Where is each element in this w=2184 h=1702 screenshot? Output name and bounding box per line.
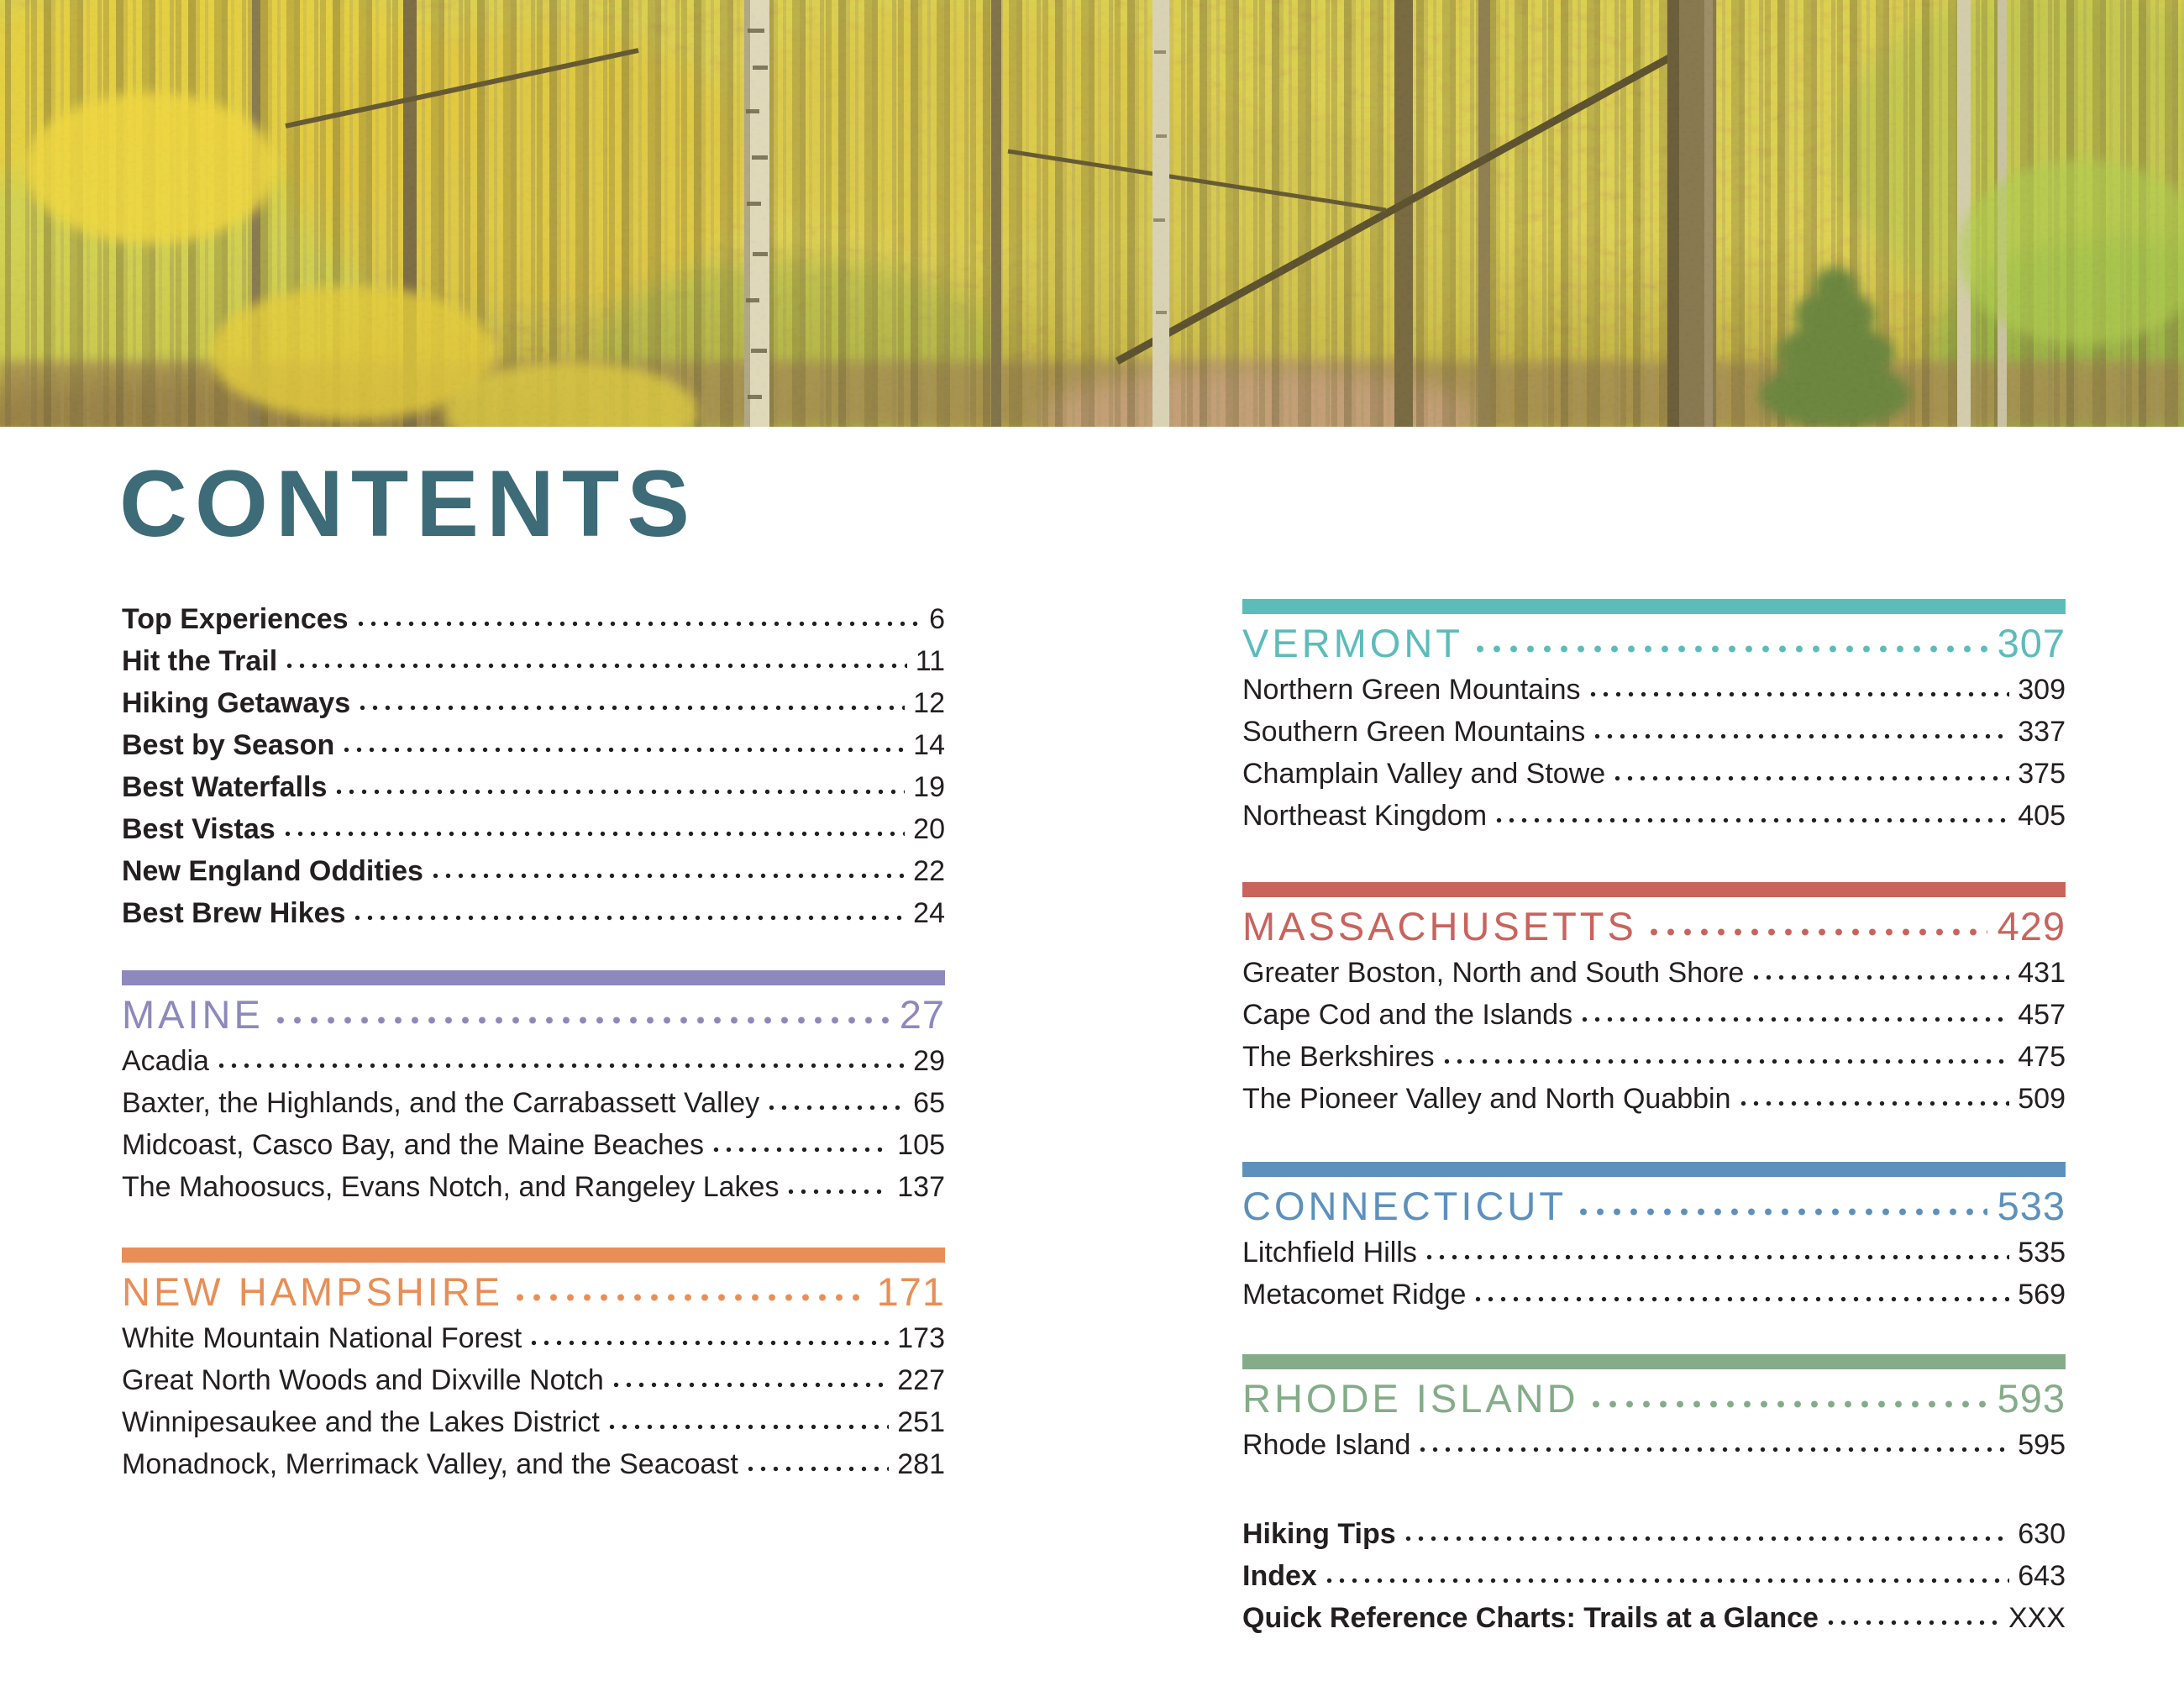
toc-entry-label: Greater Boston, North and South Shore (1242, 957, 1745, 989)
toc-entry-label: Best Brew Hikes (122, 897, 346, 929)
toc-entry-monadnock[interactable] (122, 1441, 945, 1483)
dot-leader (1472, 1296, 2009, 1302)
toc-entry-baxter[interactable] (122, 1080, 945, 1122)
dot-leader (1423, 1254, 2009, 1260)
toc-entry-best-vistas[interactable] (122, 806, 945, 848)
toc-entry-label: White Mountain National Forest (122, 1322, 522, 1354)
header-photo (0, 0, 2184, 427)
section-heading-vermont[interactable] (1242, 614, 2066, 666)
dot-leader (1750, 974, 2009, 980)
toc-entry-page: 509 (2018, 1083, 2066, 1115)
toc-entry-page: 65 (913, 1087, 945, 1119)
right-column (1242, 599, 2066, 1636)
toc-entry-midcoast[interactable] (122, 1122, 945, 1164)
toc-entry-label: Quick Reference Charts: Trails at a Glance (1242, 1602, 1819, 1634)
dot-leader (272, 1016, 890, 1024)
toc-entry-page: XXX (2008, 1602, 2066, 1634)
toc-entry-greater-boston[interactable] (1242, 949, 2066, 991)
left-column (122, 596, 945, 1483)
section-page: 593 (1997, 1376, 2066, 1421)
toc-entry-label: The Berkshires (1242, 1041, 1435, 1073)
toc-entry-page: 431 (2018, 957, 2066, 989)
toc-entry-index[interactable] (1242, 1552, 2066, 1594)
dot-leader (610, 1382, 889, 1388)
dot-leader (356, 705, 905, 711)
toc-entry-page: 281 (897, 1448, 945, 1480)
toc-entry-label: Hiking Getaways (122, 687, 351, 719)
section-name: RHODE ISLAND (1242, 1376, 1579, 1421)
dot-leader (281, 831, 905, 837)
toc-entry-label: New England Oddities (122, 855, 423, 887)
toc-entry-quick-reference-charts[interactable] (1242, 1594, 2066, 1636)
toc-entry-champlain-valley[interactable] (1242, 750, 2066, 792)
toc-entry-best-by-season[interactable] (122, 722, 945, 764)
toc-entry-page: 137 (897, 1171, 945, 1203)
toc-entry-page: 14 (913, 729, 945, 761)
section-name: NEW HAMPSHIRE (122, 1269, 504, 1314)
toc-entry-page: 375 (2018, 758, 2066, 790)
front-matter-list (122, 596, 945, 932)
toc-entry-great-north-woods[interactable] (122, 1357, 945, 1399)
toc-entry-metacomet-ridge[interactable] (1242, 1271, 2066, 1313)
dot-leader (429, 873, 905, 879)
toc-entry-page: 457 (2018, 999, 2066, 1031)
toc-entry-best-brew-hikes[interactable] (122, 890, 945, 932)
section-color-bar (1242, 599, 2066, 614)
toc-entry-page: 309 (2018, 674, 2066, 706)
section-color-bar (1242, 1162, 2066, 1177)
dot-leader (1323, 1578, 2009, 1584)
dot-leader (528, 1340, 889, 1346)
section-heading-rhode-island[interactable] (1242, 1369, 2066, 1421)
section-connecticut (1242, 1162, 2066, 1313)
dot-leader (785, 1189, 889, 1195)
back-matter-list (1242, 1510, 2066, 1636)
toc-entry-winnipesaukee[interactable] (122, 1399, 945, 1441)
toc-entry-page: 227 (897, 1364, 945, 1396)
toc-entry-page: 24 (913, 897, 945, 929)
toc-entry-label: Best Vistas (122, 813, 276, 845)
toc-entry-acadia[interactable] (122, 1037, 945, 1080)
dot-leader (512, 1294, 866, 1301)
toc-entry-label: Top Experiences (122, 603, 349, 635)
toc-entry-northeast-kingdom[interactable] (1242, 792, 2066, 834)
toc-entry-label: The Pioneer Valley and North Quabbin (1242, 1083, 1731, 1115)
toc-entry-label: Index (1242, 1560, 1317, 1592)
toc-entry-white-mountain[interactable] (122, 1315, 945, 1357)
toc-entry-hiking-tips[interactable] (1242, 1510, 2066, 1552)
toc-entry-mahoosucs[interactable] (122, 1164, 945, 1206)
toc-entry-hiking-getaways[interactable] (122, 680, 945, 722)
toc-entry-label: Hiking Tips (1242, 1518, 1396, 1550)
toc-entry-page: 20 (913, 813, 945, 845)
toc-entry-label: Best by Season (122, 729, 335, 761)
dot-leader (1646, 928, 1987, 936)
dot-leader (215, 1063, 905, 1069)
toc-entry-page: 535 (2018, 1237, 2066, 1269)
toc-entry-label: Monadnock, Merrimack Valley, and the Seacoast (122, 1448, 738, 1480)
toc-entry-page: 105 (897, 1129, 945, 1161)
toc-entry-page: 475 (2018, 1041, 2066, 1073)
section-heading-connecticut[interactable] (1242, 1177, 2066, 1229)
dot-leader (340, 747, 905, 753)
section-vermont (1242, 599, 2066, 834)
toc-entry-page: 595 (2018, 1429, 2066, 1461)
toc-entry-label: Northeast Kingdom (1242, 800, 1488, 832)
dot-leader (1591, 733, 2009, 739)
toc-entry-southern-green-mountains[interactable] (1242, 708, 2066, 750)
toc-entry-hit-the-trail[interactable] (122, 638, 945, 680)
toc-entry-label: Southern Green Mountains (1242, 716, 1586, 748)
toc-entry-label: Rhode Island (1242, 1429, 1411, 1461)
dot-leader (1587, 691, 2010, 697)
toc-entry-page: 251 (897, 1406, 945, 1438)
dot-leader (333, 789, 905, 795)
section-name: VERMONT (1242, 621, 1463, 665)
section-color-bar (1242, 1354, 2066, 1369)
toc-entry-page: 405 (2018, 800, 2066, 832)
section-name: CONNECTICUT (1242, 1184, 1567, 1228)
toc-entry-page: 643 (2018, 1560, 2066, 1592)
toc-entry-page: 22 (913, 855, 945, 887)
dot-leader (1575, 1208, 1987, 1216)
section-page: 171 (876, 1269, 945, 1314)
toc-entry-label: Northern Green Mountains (1242, 674, 1581, 706)
toc-entry-label: Great North Woods and Dixville Notch (122, 1364, 604, 1396)
section-page: 27 (899, 992, 945, 1037)
dot-leader (351, 915, 905, 921)
forest-photo-illustration (0, 0, 2184, 427)
page-title: CONTENTS (119, 451, 697, 556)
dot-leader (1611, 775, 2009, 781)
toc-entry-new-england-oddities[interactable] (122, 848, 945, 890)
toc-entry-label: The Mahoosucs, Evans Notch, and Rangeley Lakes (122, 1171, 780, 1203)
dot-leader (744, 1466, 889, 1472)
section-heading-maine[interactable] (122, 985, 945, 1037)
toc-entry-pioneer-valley[interactable] (1242, 1075, 2066, 1117)
toc-entry-page: 337 (2018, 716, 2066, 748)
toc-entry-litchfield-hills[interactable] (1242, 1229, 2066, 1271)
toc-entry-cape-cod[interactable] (1242, 991, 2066, 1033)
toc-entry-page: 19 (913, 771, 945, 803)
dot-leader (710, 1147, 889, 1153)
toc-entry-label: Winnipesaukee and the Lakes District (122, 1406, 600, 1438)
toc-entry-label: Baxter, the Highlands, and the Carrabassett Valley (122, 1087, 760, 1119)
section-name: MAINE (122, 992, 264, 1037)
toc-entry-label: Metacomet Ridge (1242, 1279, 1467, 1311)
toc-entry-rhode-island[interactable] (1242, 1421, 2066, 1463)
toc-entry-label: Cape Cod and the Islands (1242, 999, 1573, 1031)
section-page: 533 (1997, 1184, 2066, 1228)
dot-leader (1493, 817, 2009, 823)
toc-entry-berkshires[interactable] (1242, 1033, 2066, 1075)
toc-entry-page: 173 (897, 1322, 945, 1354)
section-heading-massachusetts[interactable] (1242, 897, 2066, 949)
section-maine (122, 970, 945, 1206)
toc-entry-northern-green-mountains[interactable] (1242, 666, 2066, 708)
toc-entry-label: Champlain Valley and Stowe (1242, 758, 1606, 790)
toc-entry-page: 630 (2018, 1518, 2066, 1550)
dot-leader (1441, 1058, 2010, 1064)
dot-leader (1824, 1620, 2000, 1626)
section-name: MASSACHUSETTS (1242, 904, 1637, 948)
dot-leader (606, 1424, 889, 1430)
toc-entry-page: 12 (913, 687, 945, 719)
dot-leader (283, 663, 907, 669)
section-heading-new-hampshire[interactable] (122, 1263, 945, 1315)
toc-entry-page: 29 (913, 1045, 945, 1077)
section-massachusetts (1242, 882, 2066, 1117)
section-new-hampshire (122, 1248, 945, 1483)
dot-leader (1472, 645, 1987, 653)
dot-leader (1402, 1536, 2010, 1542)
section-page: 429 (1997, 904, 2066, 948)
section-color-bar (122, 1248, 945, 1263)
toc-entry-top-experiences[interactable] (122, 596, 945, 638)
section-color-bar (1242, 882, 2066, 897)
dot-leader (1737, 1101, 2010, 1106)
dot-leader (1416, 1447, 2009, 1452)
section-page: 307 (1997, 621, 2066, 665)
toc-entry-page: 6 (929, 603, 945, 635)
dot-leader (1578, 1016, 2009, 1022)
section-rhode-island (1242, 1354, 2066, 1463)
dot-leader (354, 621, 921, 627)
toc-entry-best-waterfalls[interactable] (122, 764, 945, 806)
toc-entry-page: 569 (2018, 1279, 2066, 1311)
toc-entry-label: Litchfield Hills (1242, 1237, 1417, 1269)
toc-entry-label: Best Waterfalls (122, 771, 328, 803)
section-color-bar (122, 970, 945, 985)
dot-leader (765, 1105, 905, 1111)
toc-entry-label: Midcoast, Casco Bay, and the Maine Beaches (122, 1129, 704, 1161)
toc-entry-label: Acadia (122, 1045, 209, 1077)
toc-entry-label: Hit the Trail (122, 645, 278, 677)
dot-leader (1588, 1400, 1987, 1408)
toc-entry-page: 11 (915, 645, 945, 677)
